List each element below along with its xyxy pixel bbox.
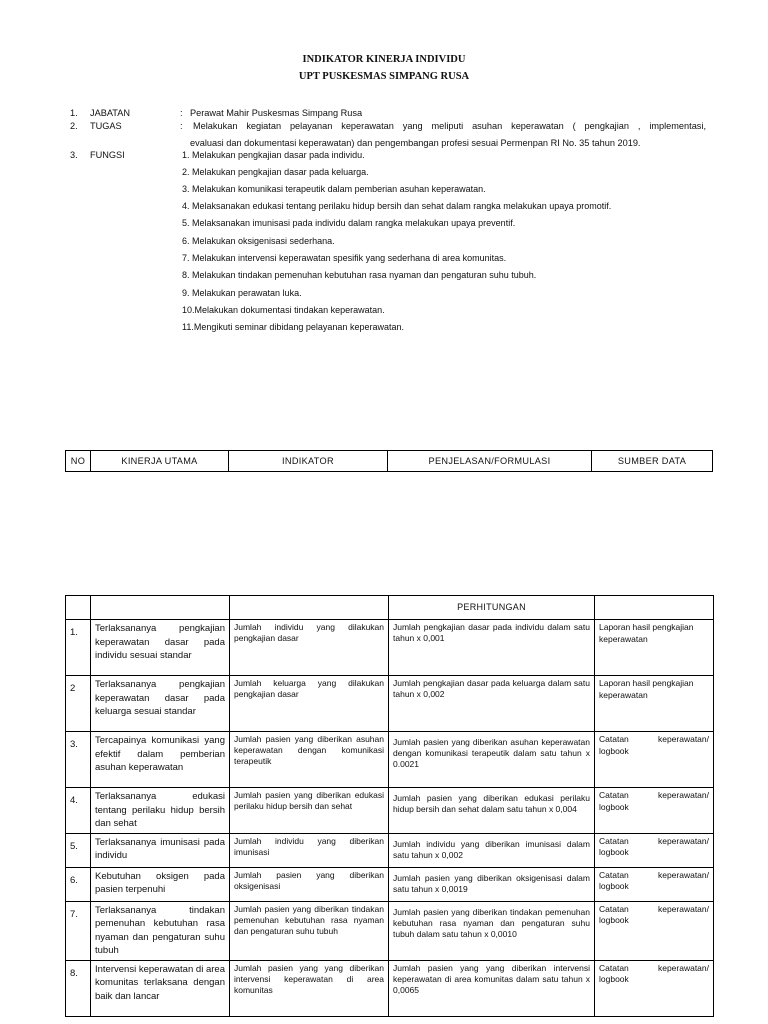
row-kinerja: Intervensi keperawatan di area komunitas terlaksana dengan baik dan lancar [91,960,230,1016]
fungsi-item: 1. Melakukan pengkajian dasar pada individu. [182,150,365,160]
row-indikator: Jumlah pasien yang diberikan asuhan keperawatan dengan komunikasi terapeutik [230,732,389,788]
header-cell [91,596,230,620]
header-sumber-data: SUMBER DATA [592,451,713,472]
row-no: 4. [66,788,91,834]
fungsi-item: 9. Melakukan perawatan luka. [182,288,302,298]
table-row [66,960,714,1016]
fungsi-item: 8. Melakukan tindakan pemenuhan kebutuhan rasa nyaman dan pengaturan suhu tubuh. [182,270,537,280]
row-kinerja: Tercapainya komunikasi yang efektif dalam pemberian asuhan keperawatan [91,732,230,788]
fungsi-number: 3. [70,150,78,160]
row-indikator: Jumlah pasien yang diberikan edukasi perilaku hidup bersih dan sehat [230,788,389,834]
row-no: 1. [66,620,91,676]
fungsi-item: 10.Melakukan dokumentasi tindakan keperawatan. [182,305,385,315]
row-kinerja: Terlaksananya tindakan pemenuhan kebutuhan rasa nyaman dan pengaturan suhu tubuh [91,901,230,960]
table-row [66,833,714,867]
row-penjelasan: Jumlah pasien yang diberikan edukasi perilaku hidup bersih dan sehat dalam satu tahun x 0,004 [389,788,595,834]
row-penjelasan: Jumlah pengkajian dasar pada keluarga dalam satu tahun x 0,002 [389,676,595,732]
tugas-number: 2. [70,121,78,131]
table-row [66,901,714,960]
fungsi-item: 11.Mengikuti seminar dibidang pelayanan keperawatan. [182,322,404,332]
row-penjelasan: Jumlah pasien yang yang diberikan intervensi keperawatan di area komunitas dalam satu tahun x 0,0065 [389,960,595,1016]
table-header-row [66,596,714,620]
header-penjelasan: PENJELASAN/FORMULASI [388,451,592,472]
row-no: 5. [66,833,91,867]
table-row [66,676,714,732]
row-sumber: Laporan hasil pengkajian keperawatan [595,676,714,732]
table-row [66,620,714,676]
row-sumber: Catatan keperawatan/ logbook [595,867,714,901]
row-sumber: Catatan keperawatan/ logbook [595,788,714,834]
row-kinerja: Terlaksananya edukasi tentang perilaku hidup bersih dan sehat [91,788,230,834]
tugas-label: TUGAS [90,121,122,131]
fungsi-label: FUNGSI [90,150,125,160]
header-table [65,450,713,472]
fungsi-item: 3. Melakukan komunikasi terapeutik dalam pemberian asuhan keperawatan. [182,184,486,194]
row-sumber: Laporan hasil pengkajian keperawatan [595,620,714,676]
header-indikator: INDIKATOR [229,451,388,472]
document-subtitle: UPT PUSKESMAS SIMPANG RUSA [298,71,470,82]
kinerja-table [65,595,714,1017]
table-row [66,788,714,834]
fungsi-item: 5. Melaksanakan imunisasi pada individu dalam rangka melakukan upaya preventif. [182,218,516,228]
row-penjelasan: Jumlah individu yang diberikan imunisasi dalam satu tahun x 0,002 [389,833,595,867]
header-cell [230,596,389,620]
row-no: 7. [66,901,91,960]
row-kinerja: Terlaksananya imunisasi pada individu [91,833,230,867]
row-no: 2 [66,676,91,732]
row-indikator: Jumlah individu yang dilakukan pengkajian dasar [230,620,389,676]
row-indikator: Jumlah individu yang diberikan imunisasi [230,833,389,867]
row-indikator: Jumlah pasien yang diberikan tindakan pemenuhan kebutuhan rasa nyaman dan pengaturan suhu tubuh [230,901,389,960]
header-cell [66,596,91,620]
jabatan-number: 1. [70,108,78,118]
tugas-value-line2: evaluasi dan dokumentasi keperawatan) dan pengembangan profesi sesuai Permenpan RI No. 35 tahun 2019. [190,138,641,148]
jabatan-label: JABATAN [90,108,130,118]
header-perhitungan: PERHITUNGAN [389,596,595,620]
fungsi-item: 2. Melakukan pengkajian dasar pada keluarga. [182,167,369,177]
header-no: NO [66,451,91,472]
row-penjelasan: Jumlah pasien yang diberikan asuhan keperawatan dengan komunikasi terapeutik dalam satu tahun x 0.0021 [389,732,595,788]
fungsi-item: 7. Melakukan intervensi keperawatan spesifik yang sederhana di area komunitas. [182,253,507,263]
row-no: 8. [66,960,91,1016]
jabatan-separator: : [180,108,183,118]
row-kinerja: Kebutuhan oksigen pada pasien terpenuhi [91,867,230,901]
tugas-value-line1: Melakukan kegiatan pelayanan keperawatan yang meliputi asuhan keperawatan ( pengkajian , implementasi, [193,121,706,131]
row-no: 3. [66,732,91,788]
header-kinerja-utama: KINERJA UTAMA [91,451,229,472]
row-sumber: Catatan keperawatan/ logbook [595,960,714,1016]
table-row [66,867,714,901]
row-penjelasan: Jumlah pasien yang diberikan tindakan pemenuhan kebutuhan rasa nyaman dan pengaturan suhu tubuh dalam satu tahun x 0,0010 [389,901,595,960]
row-indikator: Jumlah pasien yang yang diberikan intervensi keperawatan di area komunitas [230,960,389,1016]
row-sumber: Catatan keperawatan/ logbook [595,901,714,960]
row-indikator: Jumlah pasien yang diberikan oksigenisasi [230,867,389,901]
fungsi-item: 6. Melakukan oksigenisasi sederhana. [182,236,335,246]
row-penjelasan: Jumlah pasien yang diberikan oksigenisasi dalam satu tahun x 0,0019 [389,867,595,901]
document-title: INDIKATOR KINERJA INDIVIDU [302,54,466,65]
header-cell [595,596,714,620]
jabatan-value: Perawat Mahir Puskesmas Simpang Rusa [190,108,363,118]
fungsi-item: 4. Melaksanakan edukasi tentang perilaku hidup bersih dan sehat dalam rangka melakukan upaya promotif. [182,201,612,211]
row-penjelasan: Jumlah pengkajian dasar pada individu dalam satu tahun x 0,001 [389,620,595,676]
row-kinerja: Terlaksananya pengkajian keperawatan dasar pada individu sesuai standar [91,620,230,676]
row-sumber: Catatan keperawatan/ logbook [595,833,714,867]
row-indikator: Jumlah keluarga yang dilakukan pengkajian dasar [230,676,389,732]
row-sumber: Catatan keperawatan/ logbook [595,732,714,788]
table-row [66,732,714,788]
tugas-separator: : [180,121,183,131]
row-kinerja: Terlaksananya pengkajian keperawatan dasar pada keluarga sesuai standar [91,676,230,732]
row-no: 6. [66,867,91,901]
